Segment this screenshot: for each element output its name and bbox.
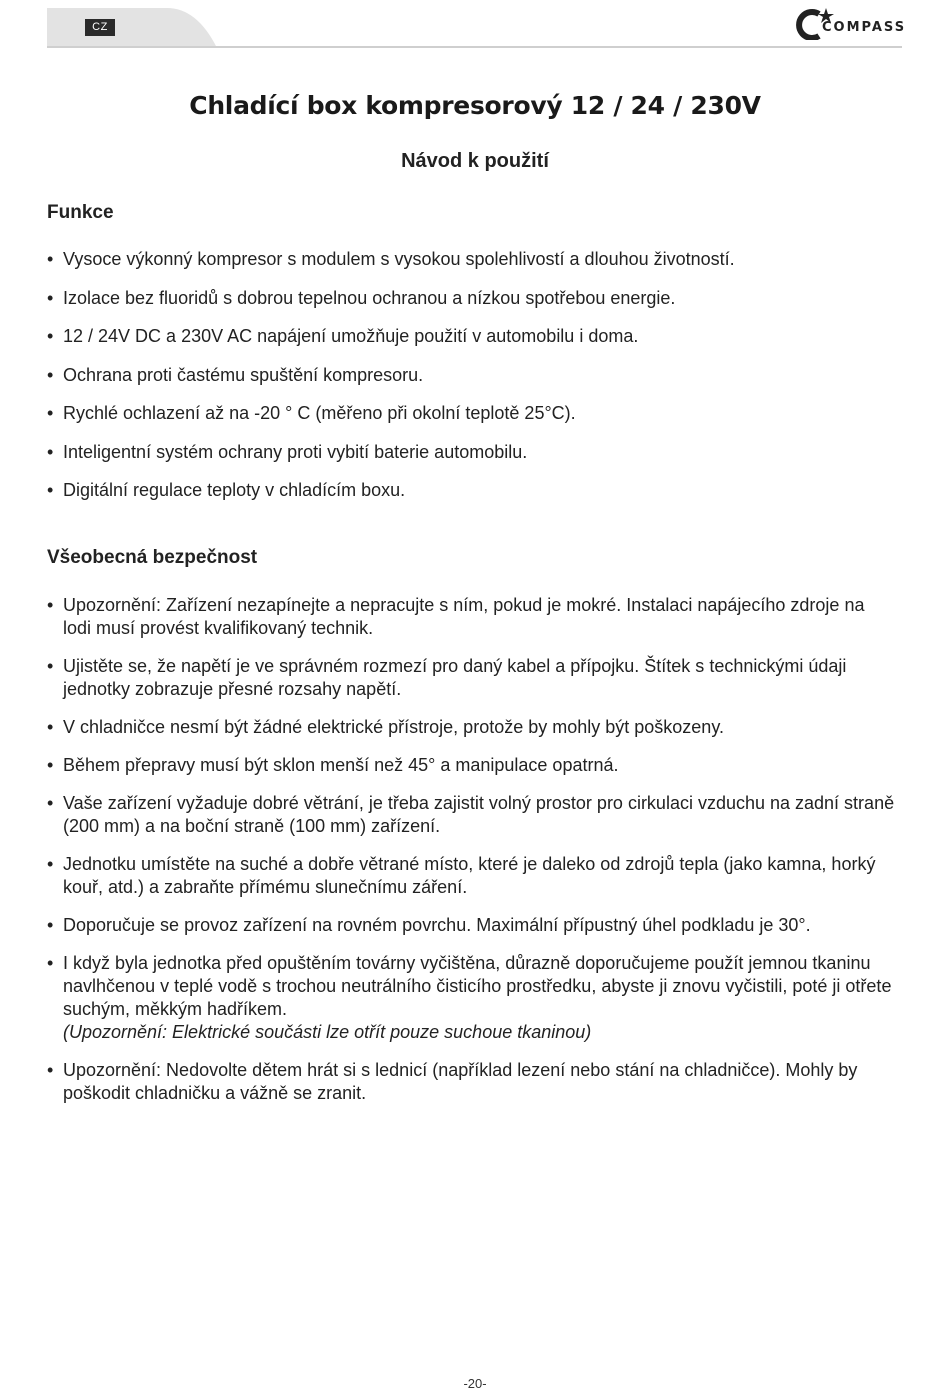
safety-heading: Všeobecná bezpečnost [47,547,258,568]
list-item: • Vaše zařízení vyžaduje dobré větrání, je třeba zajistit volný prostor pro cirkulaci vzduchu na zadní straně (200 mm) a na boční straně (100 mm) zařízení. [47,792,897,838]
header-rule [47,46,902,48]
list-item: • Izolace bez fluoridů s dobrou tepelnou ochranou a nízkou spotřebou energie. [47,287,897,310]
list-item: • Jednotku umístěte na suché a dobře větrané místo, které je daleko od zdrojů tepla (jako kamna, horký kouř, atd.) a zabraňte přímému slunečnímu záření. [47,853,897,899]
document-subtitle: Návod k použití [401,150,549,172]
features-heading: Funkce [47,202,114,223]
features-list [47,248,897,518]
safety-list [47,594,897,1120]
list-item-cleaning [47,952,897,1044]
list-item: • V chladničce nesmí být žádné elektrické přístroje, protože by mohly být poškozeny. [47,716,897,739]
list-item: • Během přepravy musí být sklon menší než 45° a manipulace opatrná. [47,754,897,777]
list-item: • Vysoce výkonný kompresor s modulem s vysokou spolehlivostí a dlouhou životností. [47,248,897,271]
list-item: • Ochrana proti častému spuštění kompresoru. [47,364,897,387]
list-item: • Digitální regulace teploty v chladícím boxu. [47,479,897,502]
page-number: -20- [463,1376,487,1391]
list-item: • Upozornění: Nedovolte dětem hrát si s lednicí (například lezení nebo stání na chladničce). Mohly by poškodit chladničku a vážně se zranit. [47,1059,897,1105]
list-item: • Upozornění: Zařízení nezapínejte a nepracujte s ním, pokud je mokré. Instalaci napájecího zdroje na lodi musí provést kvalifikovaný technik. [47,594,897,640]
list-item: • Doporučuje se provoz zařízení na rovném povrchu. Maximální přípustný úhel podkladu je 30°. [47,914,897,937]
list-item: • Ujistěte se, že napětí je ve správném rozmezí pro daný kabel a přípojku. Štítek s technickými údaji jednotky zobrazuje přesné rozsahy napětí. [47,655,897,701]
document-title: Chladící box kompresorový 12 / 24 / 230V [189,91,761,120]
cleaning-text: I když byla jednotka před opuštěním továrny vyčištěna, důrazně doporučujeme použít jemnou tkaninu navlhčenou v teplé vodě s trochou neutrálního čisticího prostředku, abyste ji znovu vyčistili, poté ji otřete suchým, měkkým hadříkem. [63,953,892,1019]
list-item: • Rychlé ochlazení až na -20 ° C (měřeno při okolní teplotě 25°C). [47,402,897,425]
list-item: • 12 / 24V DC a 230V AC napájení umožňuje použití v automobilu i doma. [47,325,897,348]
list-item: • Inteligentní systém ochrany proti vybití baterie automobilu. [47,441,897,464]
language-badge: CZ [85,19,115,36]
cleaning-note: (Upozornění: Elektrické součásti lze otřít pouze suchoue tkaninou) [63,1022,592,1042]
brand-name: COMPASS [822,20,907,35]
header-band [47,8,217,48]
